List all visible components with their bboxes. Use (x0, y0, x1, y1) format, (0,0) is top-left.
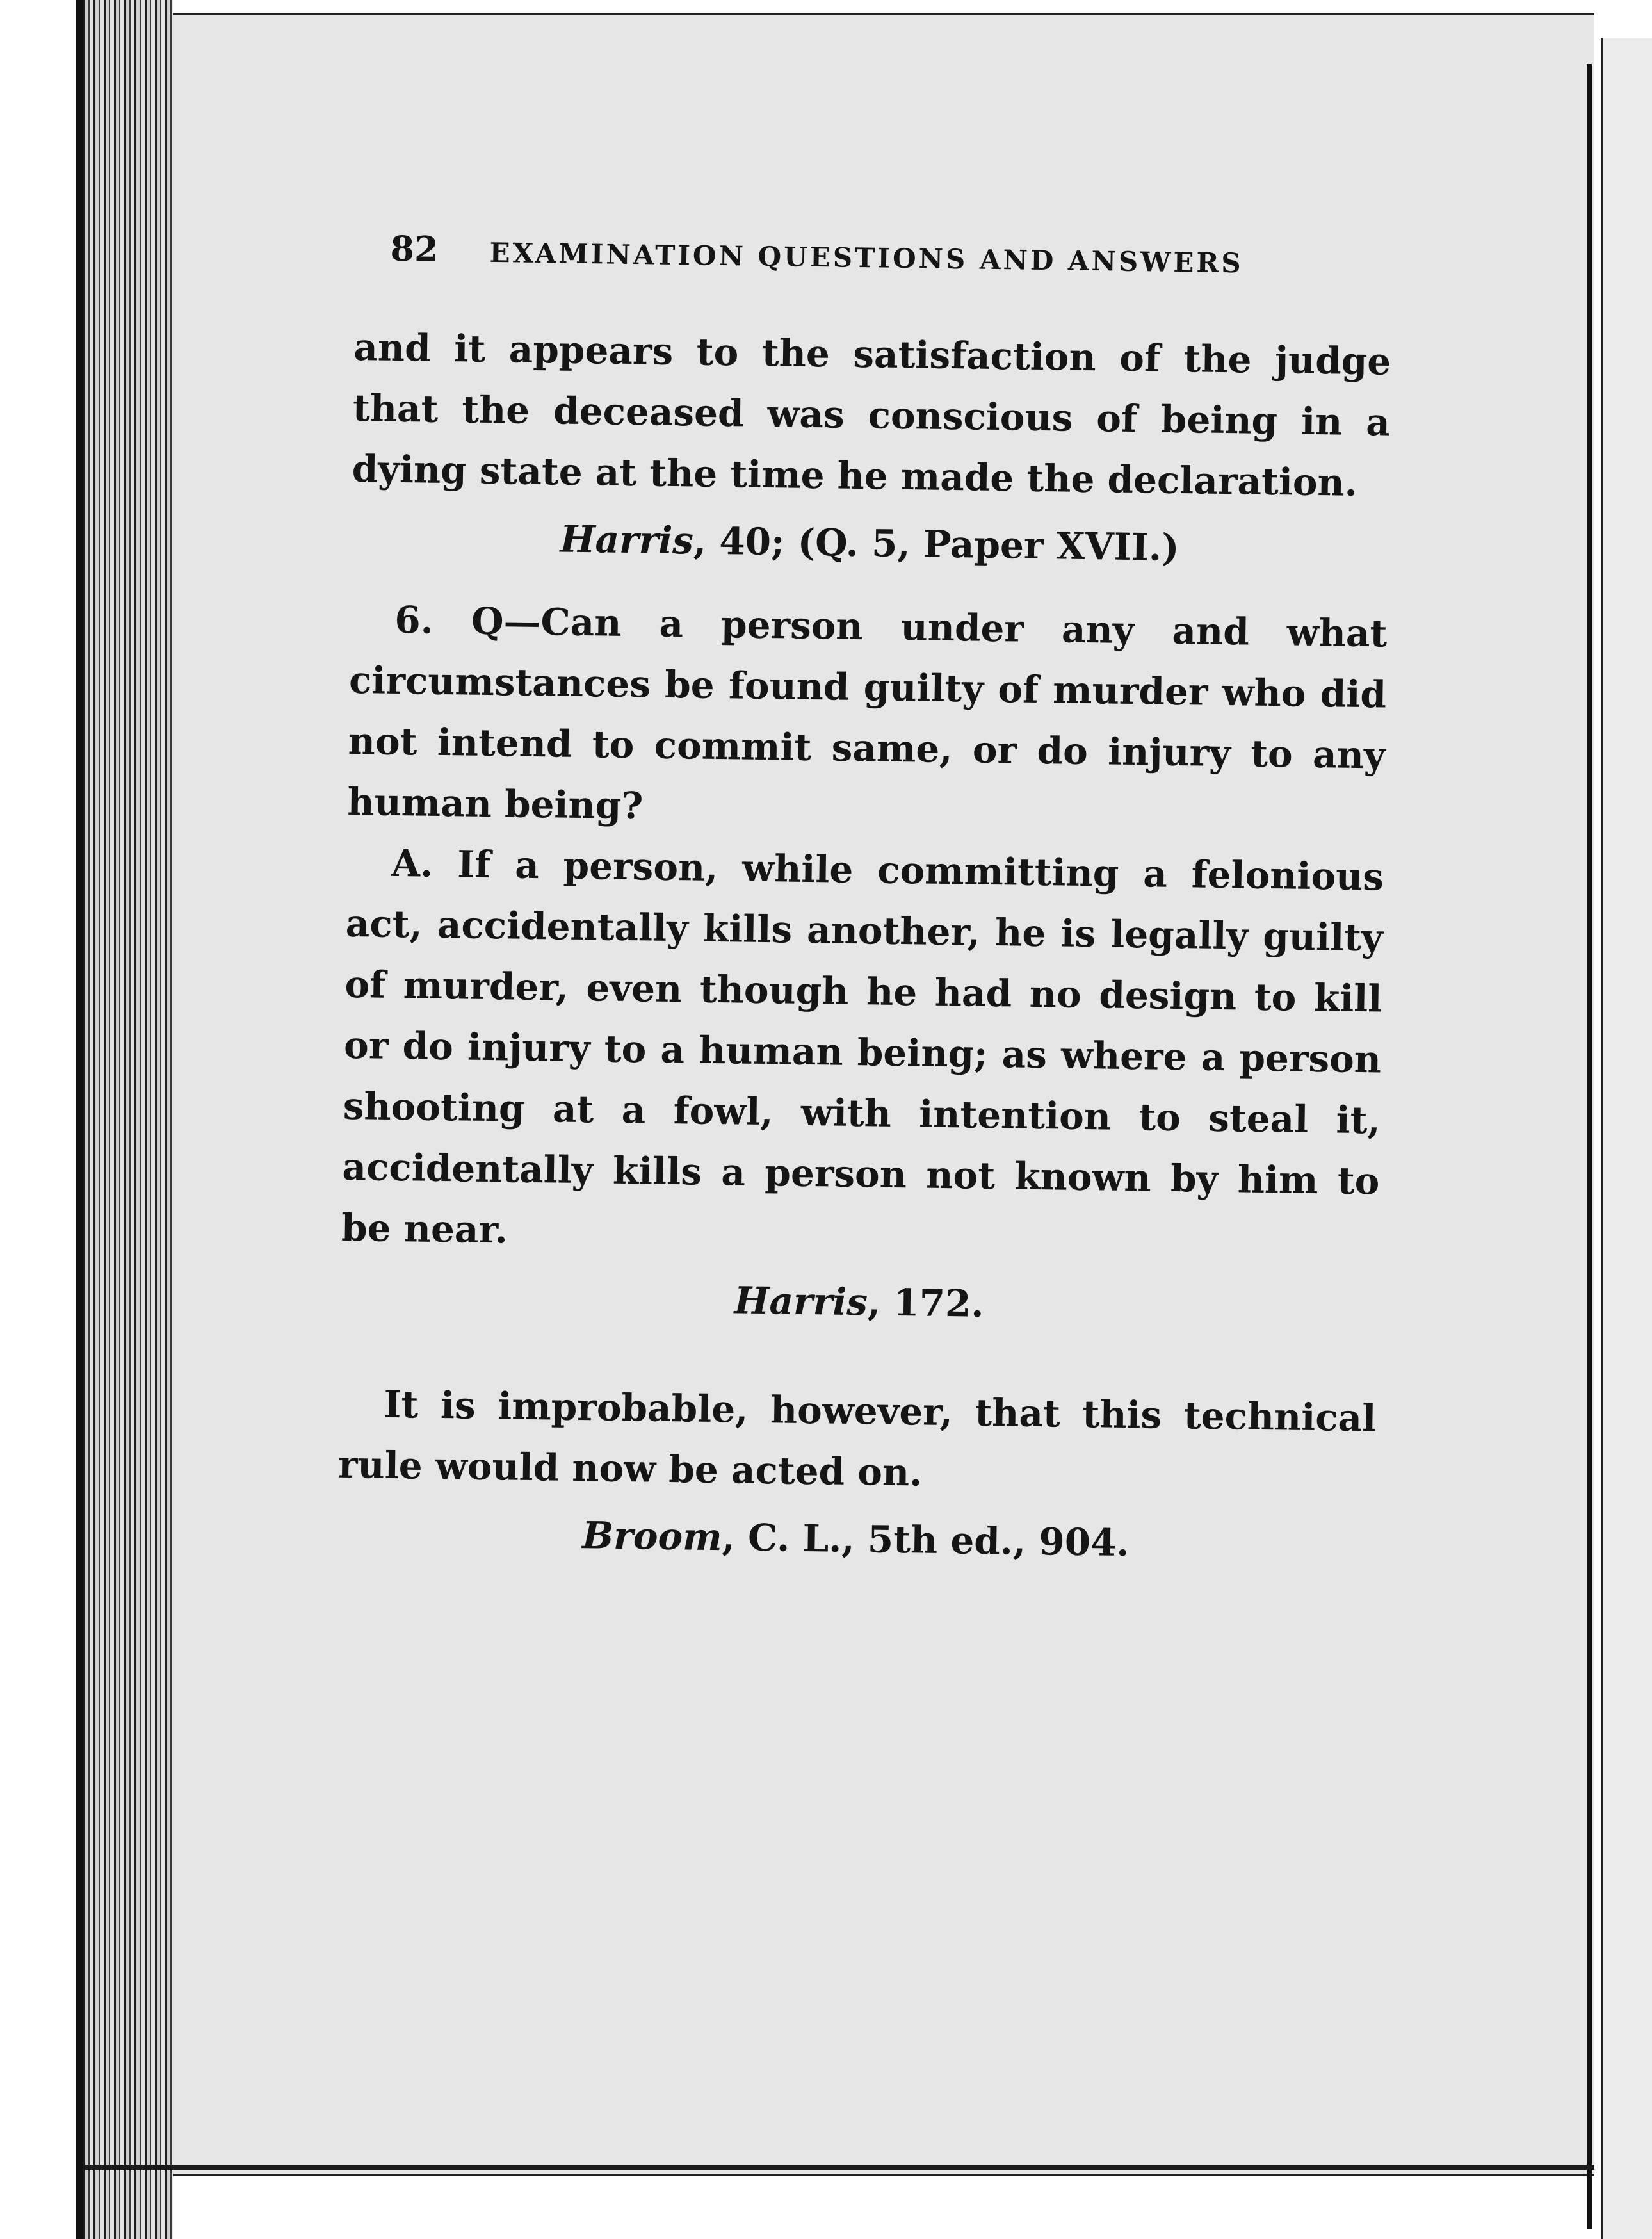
next-page-sliver (1601, 38, 1652, 2239)
citation-author: Broom (581, 1513, 723, 1559)
question-6: 6. Q—Can a person under any and what circumstances be found guilty of murder who did not intend to commit same, or do injury to any human being? (347, 598, 1388, 828)
running-title: EXAMINATION QUESTIONS AND ANSWERS (489, 236, 1243, 279)
citation-harris-172 (340, 1265, 1378, 1340)
note-paragraph: It is improbable, however, that this technical rule would now be acted on. (337, 1382, 1377, 1495)
running-head (355, 227, 1393, 306)
answer-6: A. If a person, while committing a felonious act, accidentally kills another, he is legally guilty of murder, even though he had no design to kill or do injury to a human being; as where a person shooting at a fowl, with intention to steal it, accidentally kills a person not known by him to be near. (341, 841, 1384, 1252)
stacked-page-edges (83, 0, 173, 2239)
citation-author: Harris (734, 1278, 868, 1324)
binding-gutter (1587, 64, 1592, 2229)
citation-author: Harris (560, 517, 694, 563)
citation-broom (337, 1502, 1375, 1577)
citation-harris-40 (351, 506, 1389, 582)
continued-paragraph: and it appears to the satisfaction of the judge that the deceased was conscious of being in a dying state at the time he made the declaration. (352, 325, 1391, 505)
page-text (336, 227, 1392, 1599)
page-number: 82 (390, 227, 439, 270)
citation-reference: , C. L., 5th ed., 904. (722, 1515, 1130, 1565)
citation-reference: , 172. (867, 1280, 985, 1326)
citation-reference: , 40; (Q. 5, Paper XVII.) (693, 519, 1180, 570)
page-bottom-edge (83, 2165, 1594, 2170)
